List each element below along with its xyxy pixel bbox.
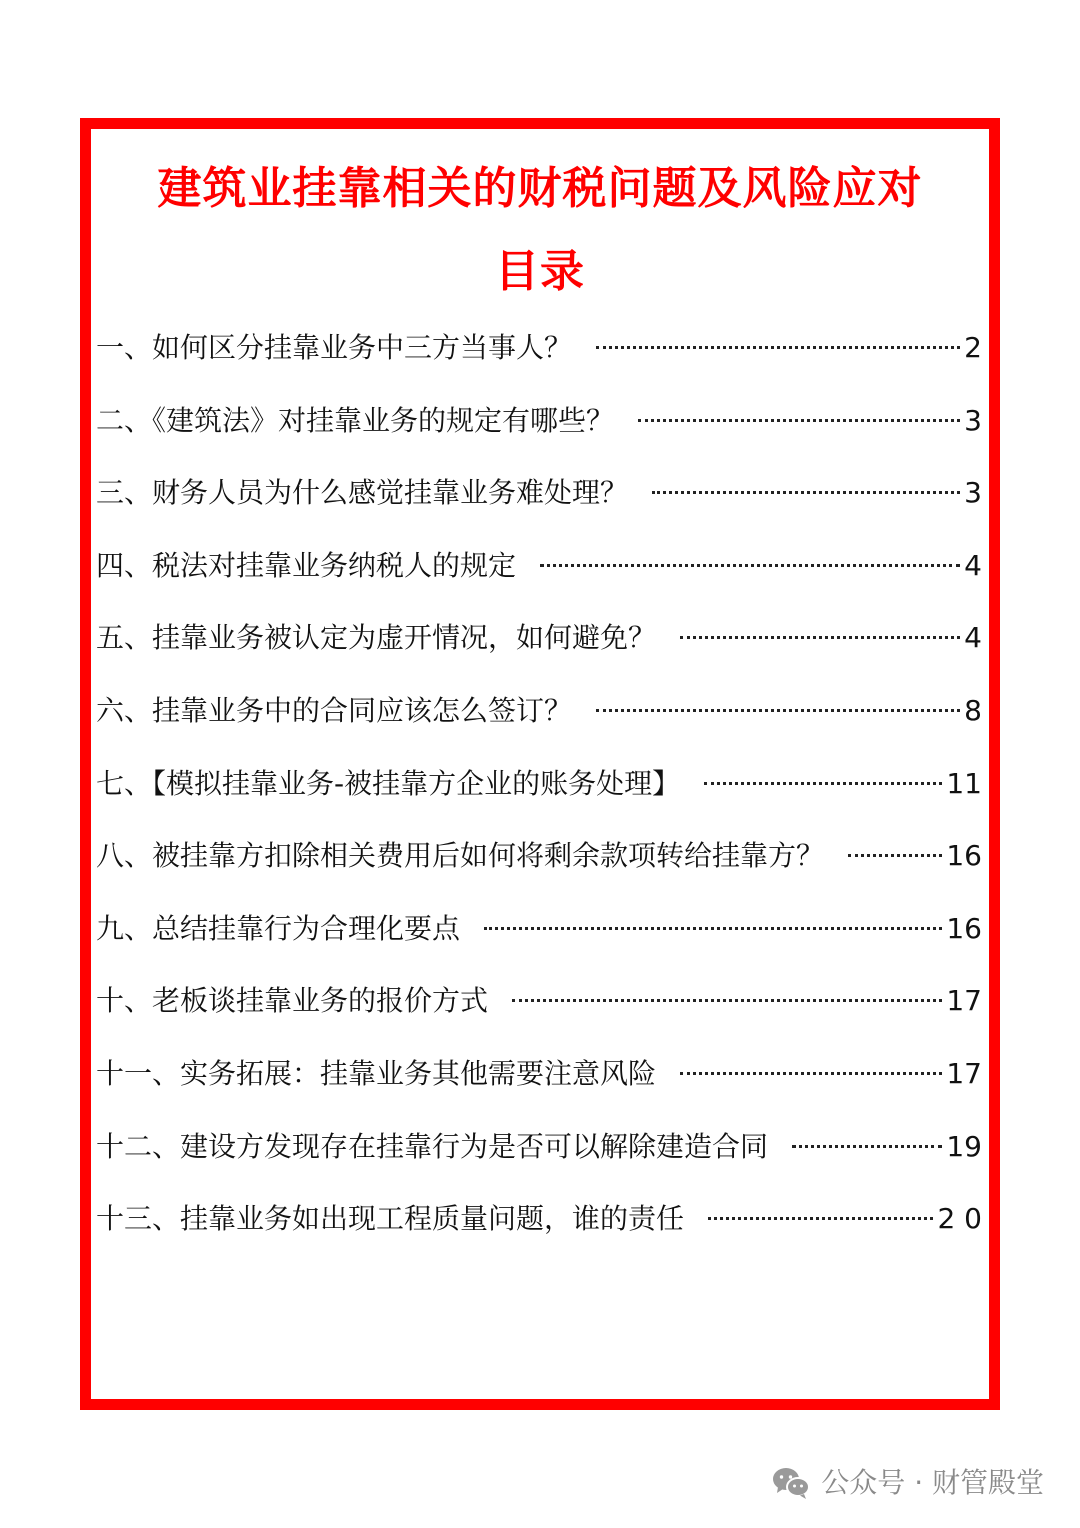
toc-entry[interactable] <box>96 543 982 616</box>
toc-entry-page: 16 <box>946 839 982 873</box>
toc-entry-label: 十二、建设方发现存在挂靠行为是否可以解除建造合同 <box>96 1129 769 1163</box>
toc-entry-label: 十、老板谈挂靠业务的报价方式 <box>96 984 489 1018</box>
toc-dot-leader <box>638 419 960 422</box>
toc-entry[interactable] <box>96 688 982 761</box>
toc-entry-page: 17 <box>946 984 982 1018</box>
toc-entry-page: 3 <box>964 476 982 510</box>
toc-dot-leader <box>596 346 960 349</box>
toc-entry-label: 三、财务人员为什么感觉挂靠业务难处理？ <box>96 476 629 510</box>
toc-entry-page: 8 <box>964 693 982 727</box>
toc-entry[interactable] <box>96 1051 982 1124</box>
toc-entry[interactable] <box>96 761 982 834</box>
toc-entry-label: 四、税法对挂靠业务纳税人的规定 <box>96 548 517 582</box>
toc-entry-page: 2 0 <box>937 1202 982 1236</box>
toc-dot-leader <box>652 491 960 494</box>
toc-dot-leader <box>512 999 942 1002</box>
toc-dot-leader <box>596 709 960 712</box>
toc-heading: 目录 <box>495 246 585 297</box>
toc-entry[interactable] <box>96 906 982 979</box>
toc-entry[interactable] <box>96 833 982 906</box>
toc-entry[interactable] <box>96 615 982 688</box>
toc-entry-page: 2 <box>964 331 982 364</box>
toc-entry-label: 一、如何区分挂靠业务中三方当事人？ <box>96 331 573 364</box>
toc-entry[interactable] <box>96 978 982 1051</box>
toc-entry-page: 16 <box>946 911 982 945</box>
toc-entry-label: 六、挂靠业务中的合同应该怎么签订？ <box>96 693 573 727</box>
toc-entry[interactable] <box>96 470 982 543</box>
toc-dot-leader <box>484 927 942 930</box>
toc-entry-label: 十一、实务拓展：挂靠业务其他需要注意风险 <box>96 1056 657 1090</box>
toc-entry-page: 19 <box>946 1129 982 1163</box>
watermark-text: 公众号 · 财管殿堂 <box>821 1466 1044 1499</box>
wechat-watermark <box>771 1463 1044 1503</box>
toc-dot-leader <box>680 1072 942 1075</box>
toc-entry-page: 11 <box>946 766 982 800</box>
toc-entry-page: 17 <box>946 1056 982 1090</box>
toc-entry-page: 3 <box>964 403 982 437</box>
toc-entry-label: 十三、挂靠业务如出现工程质量问题，谁的责任 <box>96 1202 685 1236</box>
wechat-icon <box>771 1466 811 1500</box>
toc-dot-leader <box>704 782 942 785</box>
toc-dot-leader <box>540 564 960 567</box>
toc-entry[interactable] <box>96 1124 982 1197</box>
document-title: 建筑业挂靠相关的财税问题及风险应对 <box>157 163 923 214</box>
toc-entry-label: 九、总结挂靠行为合理化要点 <box>96 911 461 945</box>
toc-entry-label: 二、《建筑法》对挂靠业务的规定有哪些？ <box>96 403 615 437</box>
toc-dot-leader <box>848 854 942 857</box>
toc-entry[interactable] <box>96 398 982 471</box>
toc-entry-page: 4 <box>964 621 982 655</box>
toc-entry-label: 八、被挂靠方扣除相关费用后如何将剩余款项转给挂靠方？ <box>96 839 825 873</box>
table-of-contents <box>96 325 982 1269</box>
toc-entry[interactable] <box>96 1196 982 1269</box>
toc-entry-label: 七、【模拟挂靠业务-被挂靠方企业的账务处理】 <box>96 766 681 800</box>
toc-dot-leader <box>708 1217 933 1220</box>
toc-entry[interactable] <box>96 325 982 398</box>
toc-entry-label: 五、挂靠业务被认定为虚开情况，如何避免？ <box>96 621 657 655</box>
toc-dot-leader <box>792 1145 942 1148</box>
toc-entry-page: 4 <box>964 548 982 582</box>
toc-dot-leader <box>680 636 960 639</box>
